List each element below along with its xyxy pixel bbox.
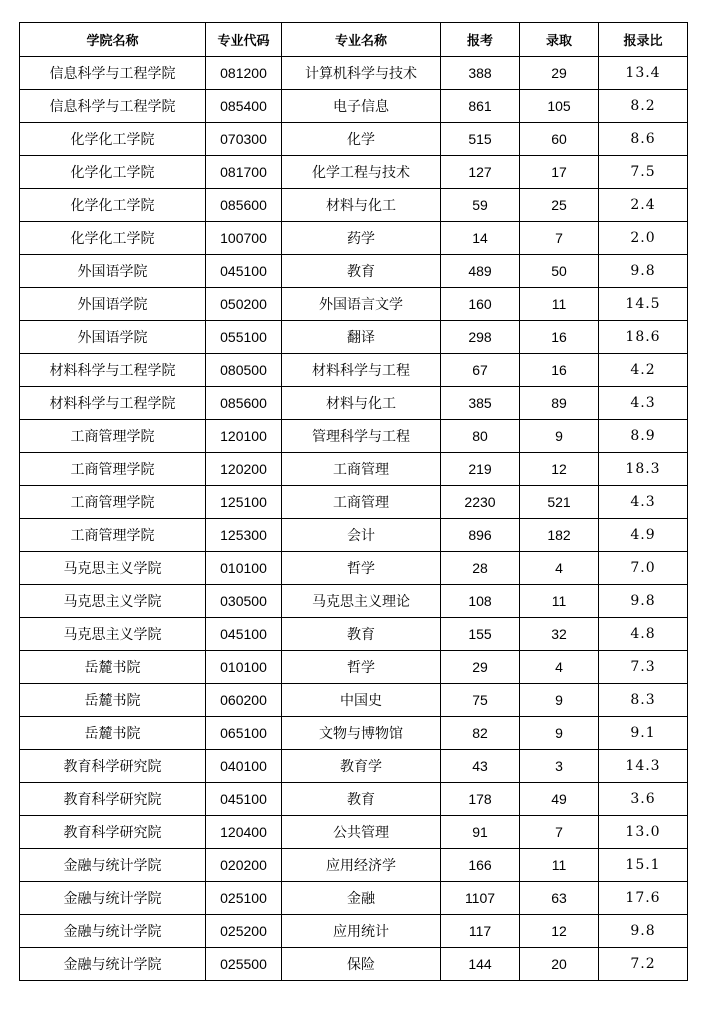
admitted-cell: 11 bbox=[520, 585, 599, 618]
major-name-cell: 化学 bbox=[282, 123, 441, 156]
admitted-cell: 9 bbox=[520, 717, 599, 750]
major-code-cell: 025500 bbox=[206, 948, 282, 981]
admitted-cell: 49 bbox=[520, 783, 599, 816]
applicants-cell: 82 bbox=[441, 717, 520, 750]
ratio-cell: 2.0 bbox=[599, 222, 688, 255]
table-row bbox=[20, 948, 688, 981]
major-code-cell: 020200 bbox=[206, 849, 282, 882]
major-code-cell: 055100 bbox=[206, 321, 282, 354]
table-row bbox=[20, 816, 688, 849]
admitted-cell: 63 bbox=[520, 882, 599, 915]
admitted-cell: 16 bbox=[520, 354, 599, 387]
major-name-cell: 工商管理 bbox=[282, 453, 441, 486]
table-row bbox=[20, 354, 688, 387]
applicants-cell: 896 bbox=[441, 519, 520, 552]
college-cell: 外国语学院 bbox=[20, 288, 206, 321]
ratio-cell: 8.3 bbox=[599, 684, 688, 717]
applicants-cell: 67 bbox=[441, 354, 520, 387]
major-name-cell: 材料与化工 bbox=[282, 387, 441, 420]
table-row bbox=[20, 189, 688, 222]
admitted-cell: 12 bbox=[520, 453, 599, 486]
major-name-cell: 哲学 bbox=[282, 552, 441, 585]
major-code-cell: 045100 bbox=[206, 783, 282, 816]
major-name-cell: 哲学 bbox=[282, 651, 441, 684]
header-major-code: 专业代码 bbox=[206, 23, 282, 57]
admitted-cell: 20 bbox=[520, 948, 599, 981]
table-body bbox=[20, 57, 688, 981]
major-name-cell: 翻译 bbox=[282, 321, 441, 354]
major-code-cell: 010100 bbox=[206, 651, 282, 684]
header-major-name: 专业名称 bbox=[282, 23, 441, 57]
table-row bbox=[20, 123, 688, 156]
table-row bbox=[20, 90, 688, 123]
major-name-cell: 会计 bbox=[282, 519, 441, 552]
college-cell: 教育科学研究院 bbox=[20, 750, 206, 783]
major-code-cell: 081200 bbox=[206, 57, 282, 90]
college-cell: 岳麓书院 bbox=[20, 651, 206, 684]
applicants-cell: 91 bbox=[441, 816, 520, 849]
ratio-cell: 9.8 bbox=[599, 585, 688, 618]
ratio-cell: 8.9 bbox=[599, 420, 688, 453]
major-code-cell: 030500 bbox=[206, 585, 282, 618]
ratio-cell: 9.8 bbox=[599, 915, 688, 948]
admitted-cell: 89 bbox=[520, 387, 599, 420]
table-row bbox=[20, 156, 688, 189]
admitted-cell: 7 bbox=[520, 816, 599, 849]
major-code-cell: 085600 bbox=[206, 387, 282, 420]
ratio-cell: 4.3 bbox=[599, 486, 688, 519]
major-code-cell: 050200 bbox=[206, 288, 282, 321]
major-name-cell: 教育 bbox=[282, 255, 441, 288]
applicants-cell: 144 bbox=[441, 948, 520, 981]
college-cell: 工商管理学院 bbox=[20, 420, 206, 453]
major-code-cell: 070300 bbox=[206, 123, 282, 156]
admitted-cell: 9 bbox=[520, 420, 599, 453]
admitted-cell: 521 bbox=[520, 486, 599, 519]
college-cell: 马克思主义学院 bbox=[20, 618, 206, 651]
college-cell: 金融与统计学院 bbox=[20, 882, 206, 915]
major-name-cell: 保险 bbox=[282, 948, 441, 981]
admitted-cell: 25 bbox=[520, 189, 599, 222]
admitted-cell: 32 bbox=[520, 618, 599, 651]
table-row bbox=[20, 849, 688, 882]
admissions-table bbox=[19, 22, 688, 981]
applicants-cell: 29 bbox=[441, 651, 520, 684]
table-row bbox=[20, 684, 688, 717]
ratio-cell: 4.3 bbox=[599, 387, 688, 420]
header-ratio: 报录比 bbox=[599, 23, 688, 57]
major-name-cell: 公共管理 bbox=[282, 816, 441, 849]
table-row bbox=[20, 321, 688, 354]
major-name-cell: 中国史 bbox=[282, 684, 441, 717]
applicants-cell: 127 bbox=[441, 156, 520, 189]
applicants-cell: 59 bbox=[441, 189, 520, 222]
applicants-cell: 489 bbox=[441, 255, 520, 288]
major-name-cell: 计算机科学与技术 bbox=[282, 57, 441, 90]
ratio-cell: 15.1 bbox=[599, 849, 688, 882]
table-row bbox=[20, 750, 688, 783]
applicants-cell: 2230 bbox=[441, 486, 520, 519]
major-code-cell: 045100 bbox=[206, 255, 282, 288]
college-cell: 化学化工学院 bbox=[20, 156, 206, 189]
applicants-cell: 166 bbox=[441, 849, 520, 882]
applicants-cell: 117 bbox=[441, 915, 520, 948]
college-cell: 教育科学研究院 bbox=[20, 816, 206, 849]
applicants-cell: 861 bbox=[441, 90, 520, 123]
ratio-cell: 18.6 bbox=[599, 321, 688, 354]
ratio-cell: 2.4 bbox=[599, 189, 688, 222]
major-name-cell: 应用经济学 bbox=[282, 849, 441, 882]
header-college: 学院名称 bbox=[20, 23, 206, 57]
college-cell: 化学化工学院 bbox=[20, 222, 206, 255]
ratio-cell: 4.9 bbox=[599, 519, 688, 552]
admitted-cell: 16 bbox=[520, 321, 599, 354]
ratio-cell: 7.3 bbox=[599, 651, 688, 684]
major-name-cell: 金融 bbox=[282, 882, 441, 915]
admitted-cell: 182 bbox=[520, 519, 599, 552]
major-name-cell: 文物与博物馆 bbox=[282, 717, 441, 750]
applicants-cell: 298 bbox=[441, 321, 520, 354]
applicants-cell: 108 bbox=[441, 585, 520, 618]
major-name-cell: 外国语言文学 bbox=[282, 288, 441, 321]
ratio-cell: 13.4 bbox=[599, 57, 688, 90]
applicants-cell: 160 bbox=[441, 288, 520, 321]
ratio-cell: 9.8 bbox=[599, 255, 688, 288]
major-name-cell: 教育 bbox=[282, 618, 441, 651]
applicants-cell: 80 bbox=[441, 420, 520, 453]
college-cell: 马克思主义学院 bbox=[20, 552, 206, 585]
applicants-cell: 155 bbox=[441, 618, 520, 651]
table-row bbox=[20, 255, 688, 288]
major-name-cell: 药学 bbox=[282, 222, 441, 255]
major-code-cell: 010100 bbox=[206, 552, 282, 585]
college-cell: 工商管理学院 bbox=[20, 519, 206, 552]
college-cell: 化学化工学院 bbox=[20, 189, 206, 222]
ratio-cell: 7.5 bbox=[599, 156, 688, 189]
table-header-row bbox=[20, 23, 688, 57]
major-code-cell: 100700 bbox=[206, 222, 282, 255]
applicants-cell: 14 bbox=[441, 222, 520, 255]
applicants-cell: 388 bbox=[441, 57, 520, 90]
college-cell: 材料科学与工程学院 bbox=[20, 387, 206, 420]
admitted-cell: 105 bbox=[520, 90, 599, 123]
ratio-cell: 8.2 bbox=[599, 90, 688, 123]
college-cell: 金融与统计学院 bbox=[20, 849, 206, 882]
major-code-cell: 040100 bbox=[206, 750, 282, 783]
major-code-cell: 120200 bbox=[206, 453, 282, 486]
table-row bbox=[20, 387, 688, 420]
applicants-cell: 219 bbox=[441, 453, 520, 486]
table-row bbox=[20, 783, 688, 816]
admitted-cell: 7 bbox=[520, 222, 599, 255]
major-code-cell: 125300 bbox=[206, 519, 282, 552]
college-cell: 金融与统计学院 bbox=[20, 915, 206, 948]
major-code-cell: 025100 bbox=[206, 882, 282, 915]
major-name-cell: 工商管理 bbox=[282, 486, 441, 519]
major-code-cell: 081700 bbox=[206, 156, 282, 189]
major-name-cell: 电子信息 bbox=[282, 90, 441, 123]
college-cell: 材料科学与工程学院 bbox=[20, 354, 206, 387]
major-code-cell: 120400 bbox=[206, 816, 282, 849]
major-code-cell: 120100 bbox=[206, 420, 282, 453]
admitted-cell: 12 bbox=[520, 915, 599, 948]
admitted-cell: 3 bbox=[520, 750, 599, 783]
table-row bbox=[20, 453, 688, 486]
header-applicants: 报考 bbox=[441, 23, 520, 57]
applicants-cell: 75 bbox=[441, 684, 520, 717]
major-code-cell: 060200 bbox=[206, 684, 282, 717]
ratio-cell: 17.6 bbox=[599, 882, 688, 915]
admitted-cell: 11 bbox=[520, 849, 599, 882]
applicants-cell: 178 bbox=[441, 783, 520, 816]
major-name-cell: 教育学 bbox=[282, 750, 441, 783]
ratio-cell: 8.6 bbox=[599, 123, 688, 156]
college-cell: 外国语学院 bbox=[20, 321, 206, 354]
major-name-cell: 应用统计 bbox=[282, 915, 441, 948]
major-code-cell: 045100 bbox=[206, 618, 282, 651]
ratio-cell: 4.2 bbox=[599, 354, 688, 387]
major-code-cell: 025200 bbox=[206, 915, 282, 948]
admitted-cell: 4 bbox=[520, 552, 599, 585]
table-row bbox=[20, 222, 688, 255]
college-cell: 教育科学研究院 bbox=[20, 783, 206, 816]
college-cell: 金融与统计学院 bbox=[20, 948, 206, 981]
ratio-cell: 14.5 bbox=[599, 288, 688, 321]
table-row bbox=[20, 618, 688, 651]
table-row bbox=[20, 915, 688, 948]
ratio-cell: 7.2 bbox=[599, 948, 688, 981]
table-row bbox=[20, 486, 688, 519]
admitted-cell: 60 bbox=[520, 123, 599, 156]
major-code-cell: 085600 bbox=[206, 189, 282, 222]
college-cell: 马克思主义学院 bbox=[20, 585, 206, 618]
ratio-cell: 14.3 bbox=[599, 750, 688, 783]
admitted-cell: 29 bbox=[520, 57, 599, 90]
applicants-cell: 515 bbox=[441, 123, 520, 156]
major-name-cell: 材料与化工 bbox=[282, 189, 441, 222]
admitted-cell: 4 bbox=[520, 651, 599, 684]
ratio-cell: 3.6 bbox=[599, 783, 688, 816]
college-cell: 信息科学与工程学院 bbox=[20, 90, 206, 123]
college-cell: 岳麓书院 bbox=[20, 717, 206, 750]
major-name-cell: 化学工程与技术 bbox=[282, 156, 441, 189]
major-name-cell: 管理科学与工程 bbox=[282, 420, 441, 453]
major-code-cell: 085400 bbox=[206, 90, 282, 123]
table-row bbox=[20, 585, 688, 618]
admitted-cell: 9 bbox=[520, 684, 599, 717]
major-name-cell: 教育 bbox=[282, 783, 441, 816]
applicants-cell: 385 bbox=[441, 387, 520, 420]
major-code-cell: 125100 bbox=[206, 486, 282, 519]
major-code-cell: 080500 bbox=[206, 354, 282, 387]
ratio-cell: 7.0 bbox=[599, 552, 688, 585]
college-cell: 工商管理学院 bbox=[20, 453, 206, 486]
major-code-cell: 065100 bbox=[206, 717, 282, 750]
college-cell: 化学化工学院 bbox=[20, 123, 206, 156]
college-cell: 岳麓书院 bbox=[20, 684, 206, 717]
college-cell: 信息科学与工程学院 bbox=[20, 57, 206, 90]
ratio-cell: 9.1 bbox=[599, 717, 688, 750]
table-row bbox=[20, 552, 688, 585]
table-row bbox=[20, 420, 688, 453]
table-row bbox=[20, 651, 688, 684]
admitted-cell: 50 bbox=[520, 255, 599, 288]
applicants-cell: 28 bbox=[441, 552, 520, 585]
table-row bbox=[20, 882, 688, 915]
header-admitted: 录取 bbox=[520, 23, 599, 57]
applicants-cell: 1107 bbox=[441, 882, 520, 915]
admitted-cell: 11 bbox=[520, 288, 599, 321]
admitted-cell: 17 bbox=[520, 156, 599, 189]
table-row bbox=[20, 519, 688, 552]
college-cell: 工商管理学院 bbox=[20, 486, 206, 519]
applicants-cell: 43 bbox=[441, 750, 520, 783]
ratio-cell: 4.8 bbox=[599, 618, 688, 651]
ratio-cell: 13.0 bbox=[599, 816, 688, 849]
table-row bbox=[20, 57, 688, 90]
major-name-cell: 马克思主义理论 bbox=[282, 585, 441, 618]
major-name-cell: 材料科学与工程 bbox=[282, 354, 441, 387]
table-row bbox=[20, 288, 688, 321]
ratio-cell: 18.3 bbox=[599, 453, 688, 486]
college-cell: 外国语学院 bbox=[20, 255, 206, 288]
table-row bbox=[20, 717, 688, 750]
